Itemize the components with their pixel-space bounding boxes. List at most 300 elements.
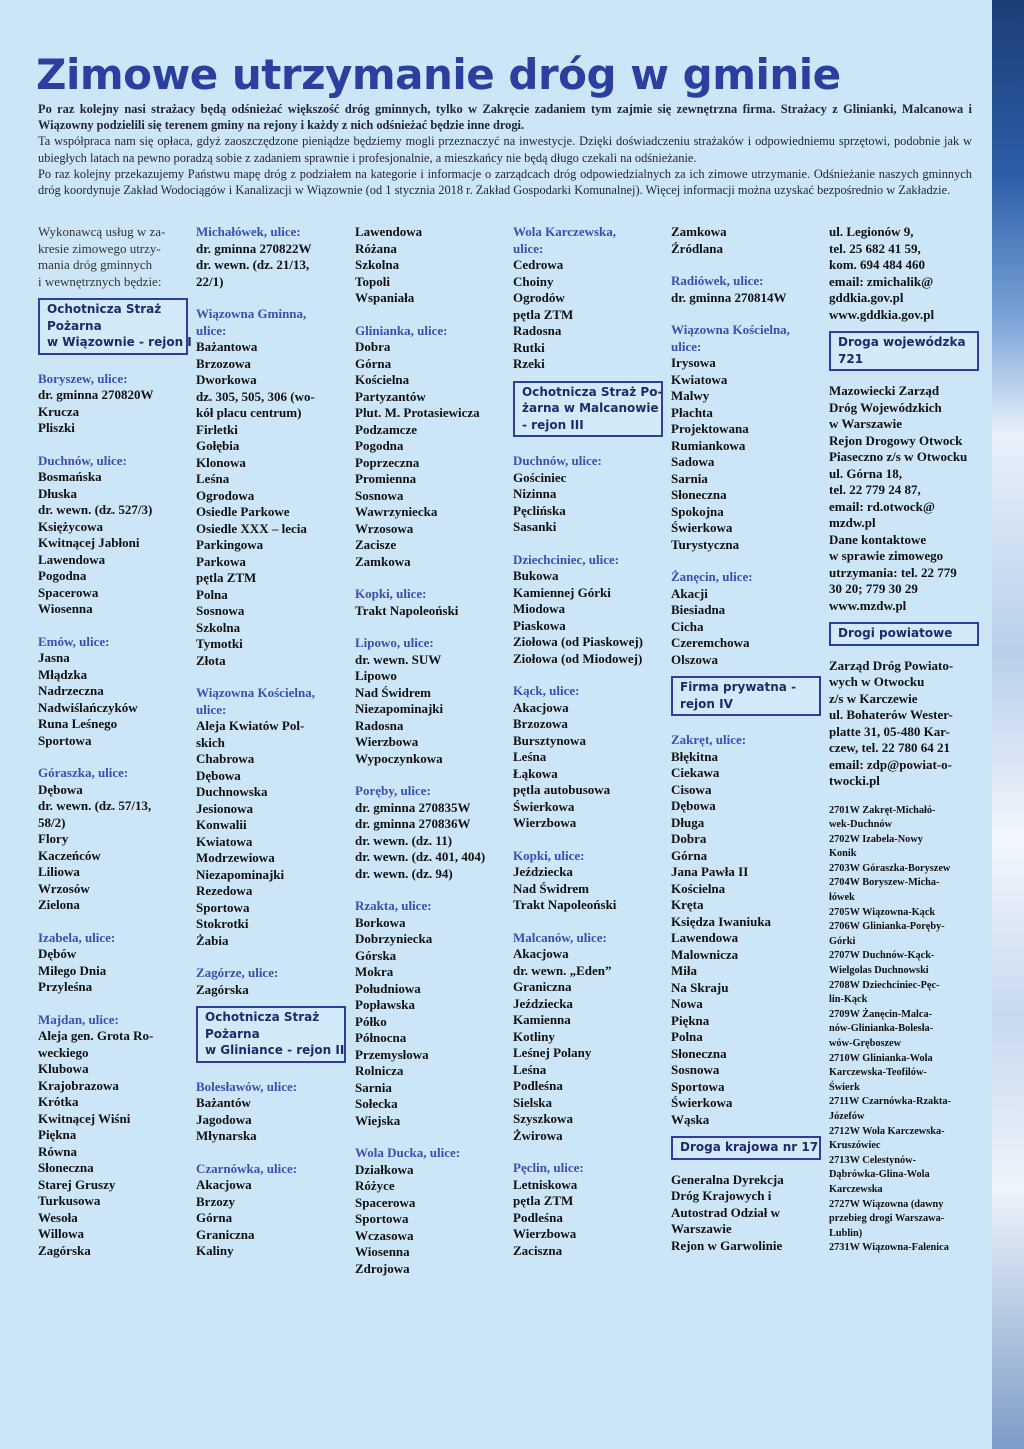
region-box-line: Ochotnicza Straż Po- (522, 384, 663, 399)
street-item: Dobra (355, 339, 391, 354)
region-box (196, 1006, 346, 1063)
street-item: Sasanki (513, 519, 557, 534)
street-item: Choiny (513, 273, 554, 289)
street-item: Willowa (38, 1226, 84, 1241)
intro-line: i wewnętrznych będzie: (38, 273, 162, 289)
street-item: Dębowa (671, 798, 716, 813)
street-item: Rutki (513, 339, 545, 355)
region-box-line: żarna w Malcanowie (522, 401, 659, 415)
street-item: Malwy (671, 388, 710, 403)
street-item: Rejon w Garwolinie (671, 1237, 783, 1253)
street-list (196, 718, 346, 949)
street-item: Podleśna (513, 1078, 563, 1093)
street-item: Firletki (196, 421, 238, 437)
section-heading: Emów, ulice: (38, 633, 110, 649)
street-list (671, 224, 821, 257)
section-heading: Czarnówka, ulice: (196, 1160, 298, 1176)
county-road-item: Lublin) (829, 1227, 863, 1239)
street-item: Runa Leśnego (38, 716, 118, 731)
street-list (38, 469, 188, 618)
street-item: Rzeki (513, 356, 545, 371)
street-item: Przyleśna (38, 979, 93, 994)
street-item: www.mzdw.pl (829, 597, 907, 613)
street-item: Słoneczna (38, 1160, 94, 1175)
street-item: Bosmańska (38, 469, 102, 484)
street-item: platte 31, 05-480 Kar- (829, 723, 950, 739)
street-item: pętla autobusowa (513, 782, 611, 797)
street-item: Flory (38, 831, 69, 846)
street-item: www.gddkia.gov.pl (829, 306, 935, 322)
street-item: pętla ZTM (196, 570, 257, 585)
street-item: Równa (38, 1143, 78, 1159)
street-item: Sarnia (671, 470, 708, 486)
street-item: Ziołowa (od Miodowej) (513, 650, 643, 666)
street-item: Aleja Kwiatów Pol- (196, 718, 305, 733)
street-item: Różyce (355, 1178, 395, 1193)
street-list (196, 241, 346, 291)
street-list (38, 946, 188, 996)
street-item: mzdw.pl (829, 515, 876, 530)
street-item: ul. Legionów 9, (829, 224, 914, 239)
county-road-item: Konik (829, 848, 857, 860)
county-road-item: 2707W Duchnów-Kąck- (829, 950, 935, 962)
street-item: weckiego (38, 1044, 89, 1060)
street-item: Osiedle Parkowe (196, 504, 290, 519)
street-item: Księdza Iwaniuka (671, 913, 772, 929)
county-road-item: przebieg drogi Warszawa- (829, 1213, 945, 1225)
street-item: Akacjowa (513, 699, 569, 715)
street-item: twocki.pl (829, 773, 880, 788)
street-item: pętla ZTM (513, 1193, 574, 1208)
street-item: Klubowa (38, 1061, 89, 1076)
street-list (513, 700, 663, 832)
section-heading: Duchnów, ulice: (513, 453, 602, 468)
street-item: Kaliny (196, 1243, 234, 1258)
street-list (38, 650, 188, 749)
street-list (355, 224, 505, 307)
street-item: Sosnowa (671, 1062, 720, 1077)
street-list (355, 603, 505, 620)
street-item: Dróg Krajowych i (671, 1188, 772, 1203)
street-item: Sielska (513, 1094, 553, 1110)
street-item: Leśna (196, 471, 230, 486)
section-heading: Dziechciniec, ulice: (513, 551, 620, 567)
street-item: Jesionowa (196, 800, 254, 816)
county-road-item: 2712W Wola Karczewska- (829, 1125, 945, 1137)
street-item: dr. gminna 270835W (355, 799, 471, 815)
column-4 (513, 224, 663, 1259)
street-item: Ogrodowa (196, 487, 255, 503)
county-road-item: Karczewska (829, 1183, 883, 1195)
street-item: Akacjowa (196, 1177, 252, 1192)
county-road-item: Józefów (829, 1110, 865, 1122)
county-road-item: 2701W Zakręt-Michałó- (829, 804, 936, 816)
street-item: Liliowa (38, 864, 80, 879)
street-item: Kaczeńców (38, 847, 101, 863)
section-heading: Zakręt, ulice: (671, 732, 747, 747)
street-item: Górna (355, 355, 392, 371)
intro-paragraph-1: Po raz kolejny nasi strażacy będą odśnieżać większość dróg gminnych, tylko w Zakręcie zadaniem tym zajmie się zewnętrzna firma. Strażacy z Glinianki, Malcanowa i Wiązowny podzielili się terenem gminy na rejony i każdy z nich odśnieżać będzie inne drogi. (38, 102, 972, 133)
street-item: Mazowiecki Zarząd (829, 383, 940, 398)
section-heading: Poręby, ulice: (355, 783, 431, 798)
street-item: Nadwiślańczyków (38, 699, 138, 715)
street-item: Bażantowa (196, 339, 258, 354)
street-item: Zamkowa (355, 553, 411, 569)
street-item: Nad Świdrem (513, 880, 589, 896)
street-item: Łąkowa (513, 765, 558, 781)
street-item: Nowa (671, 996, 703, 1011)
street-list (671, 355, 821, 553)
street-item: Cedrowa (513, 257, 564, 272)
street-item: Topoli (355, 273, 390, 289)
county-road-item: Świerk (829, 1081, 860, 1093)
street-item: Źródlana (671, 240, 724, 256)
street-list (38, 387, 188, 437)
street-item: Mokra (355, 964, 394, 979)
street-item: Sosnowa (196, 603, 245, 618)
county-road-item: 2731W Wiązowna-Falenica (829, 1242, 949, 1254)
region-box-line: w Gliniance - rejon II (205, 1043, 345, 1057)
region-box-line: Drogi powiatowe (838, 626, 953, 640)
street-item: Pęclińska (513, 502, 566, 518)
street-item: skich (196, 734, 225, 750)
street-list (829, 383, 979, 614)
street-list (355, 800, 505, 883)
county-road-item: 2709W Żanęcin-Malca- (829, 1008, 933, 1020)
section-heading: Wola Ducka, ulice: (355, 1145, 461, 1160)
street-item: Zielona (38, 897, 80, 912)
street-item: Modrzewiowa (196, 850, 275, 865)
section-heading: Radiówek, ulice: (671, 273, 764, 288)
street-item: Gołębia (196, 438, 240, 453)
street-item: Na Skraju (671, 979, 729, 995)
county-road-item: 2713W Celestynów- (829, 1154, 917, 1166)
section-heading: Majdan, ulice: (38, 1011, 119, 1027)
street-item: Różana (355, 240, 397, 256)
region-box (829, 622, 979, 646)
region-box (829, 331, 979, 371)
street-item: Wąska (671, 1111, 710, 1127)
street-item: Zagórska (196, 981, 249, 997)
street-item: Młądzka (38, 666, 88, 682)
street-list (513, 946, 663, 1144)
street-item: Olszowa (671, 651, 718, 667)
street-item: Dobra (671, 831, 707, 846)
street-item: Szyszkowa (513, 1111, 573, 1126)
street-item: Wczasowa (355, 1227, 414, 1243)
street-item: Zagórska (38, 1242, 91, 1258)
street-item: Miła (671, 963, 697, 978)
street-item: Wierzbowa (513, 1226, 577, 1241)
street-item: Przemysłowa (355, 1046, 429, 1062)
intro-text (38, 101, 972, 198)
street-item: Kotliny (513, 1028, 555, 1044)
street-list (513, 1177, 663, 1260)
street-item: Niezapominajki (196, 866, 285, 882)
street-item: Popławska (355, 997, 415, 1012)
street-item: Duchnowska (196, 784, 268, 799)
street-item: Brzozowa (513, 716, 568, 731)
column-5 (671, 224, 821, 1254)
region-box-line: Droga wojewódzka (838, 335, 966, 349)
street-item: Partyzantów (355, 388, 426, 404)
street-item: ul. Górna 18, (829, 465, 902, 481)
section-heading: Kąck, ulice: (513, 683, 580, 698)
street-item: Złota (196, 652, 226, 668)
street-item: Kościelna (671, 880, 726, 896)
street-item: Południowa (355, 980, 421, 996)
section-heading: Boryszew, ulice: (38, 370, 128, 386)
decorative-snow-edge (992, 0, 1024, 1449)
street-item: dr. wewn. (dz. 401, 404) (355, 849, 486, 864)
street-item: Warszawie (671, 1221, 732, 1236)
street-item: Działkowa (355, 1161, 414, 1177)
street-item: Kamiennej Górki (513, 584, 611, 600)
street-list (355, 339, 505, 570)
street-item: Sadowa (671, 454, 715, 469)
street-list (513, 568, 663, 667)
street-item: Bursztynowa (513, 732, 586, 748)
county-road-item: Górki (829, 935, 856, 947)
street-item: dr. wewn. (dz. 21/13, (196, 257, 310, 272)
street-item: Wrzosów (38, 880, 90, 896)
street-item: Polna (196, 586, 228, 602)
street-item: Klonowa (196, 454, 246, 470)
street-item: utrzymania: tel. 22 779 (829, 564, 957, 580)
street-item: Dane kontaktowe (829, 531, 927, 547)
street-item: dr. wewn. SUW (355, 651, 442, 667)
street-item: Miłego Dnia (38, 962, 107, 978)
street-item: Rezedowa (196, 883, 253, 898)
street-item: 58/2) (38, 814, 66, 830)
street-list (355, 1162, 505, 1278)
section-heading: Malcanów, ulice: (513, 929, 607, 945)
street-item: Płachta (671, 404, 713, 420)
column-6 (829, 224, 979, 1256)
street-item: Wesoła (38, 1209, 78, 1225)
street-item: Kwiatowa (671, 371, 728, 387)
intro-paragraph-3: Po raz kolejny przekazujemy Państwu mapę dróg z podziałem na kategorie i informacje o zarządcach dróg odpowiedzialnych za ich zimowe utrzymanie. Odśnieżanie naszych gminnych dróg koordynuje Zakład Wodociągów i Kanalizacji w Wiązownie (od 1 stycznia 2018 r. Zakład Gospodarki Komunalnej). Więcej informacji można uzyskać bezpośrednio w Zakładzie. (38, 166, 972, 198)
street-item: Wspaniała (355, 290, 415, 305)
page-title: Zimowe utrzymanie dróg w gminie (36, 50, 841, 99)
street-item: Polna (671, 1029, 703, 1044)
region-box-line: 721 (838, 351, 864, 366)
street-item: Sportowa (196, 899, 250, 915)
street-item: Kamienna (513, 1012, 571, 1027)
street-item: Chabrowa (196, 751, 255, 766)
street-item: Akacjowa (513, 946, 569, 961)
region-box-line: Pożarna (205, 1026, 260, 1041)
street-item: Świerkowa (671, 520, 733, 535)
street-item: Krótka (38, 1094, 79, 1109)
section-heading: Glinianka, ulice: (355, 322, 448, 338)
region-box-line: Firma prywatna - (680, 680, 797, 694)
street-item: Wierzbowa (355, 734, 419, 749)
street-item: Graniczna (196, 1226, 255, 1242)
section-heading: Żanęcin, ulice: (671, 569, 753, 584)
street-item: Podzamcze (355, 421, 418, 437)
street-list (513, 864, 663, 914)
county-road-item: nów-Glinianka-Bolesła- (829, 1023, 934, 1035)
street-item: tel. 22 779 24 87, (829, 482, 921, 497)
street-item: Starej Gruszy (38, 1176, 116, 1192)
street-item: Piękna (671, 1012, 710, 1028)
street-item: Szkolna (196, 619, 241, 635)
street-item: Cisowa (671, 781, 712, 797)
street-item: Wierzbowa (513, 815, 577, 830)
street-item: Świerkowa (513, 798, 575, 814)
street-item: Kwiatowa (196, 833, 253, 849)
section-heading: ulice: (513, 240, 544, 256)
street-item: Jeździecka (513, 995, 573, 1011)
street-item: Biesiadna (671, 602, 726, 617)
street-item: Wiosenna (355, 1244, 410, 1259)
street-item: Jeździecka (513, 864, 573, 879)
street-item: kom. 694 484 460 (829, 257, 926, 272)
street-item: Rumiankowa (671, 437, 746, 453)
street-item: Błękitna (671, 748, 718, 764)
section-heading: Wiązowna Gminna, (196, 306, 307, 321)
street-item: Jasna (38, 650, 70, 665)
street-item: Cicha (671, 618, 704, 634)
street-list (355, 652, 505, 768)
street-item: Pogodna (38, 568, 87, 583)
street-item: email: zdp@powiat-o- (829, 756, 952, 772)
street-list (513, 257, 663, 373)
street-item: Księżycowa (38, 518, 103, 534)
section-heading: Bolesławów, ulice: (196, 1078, 298, 1094)
street-item: Malownicza (671, 946, 739, 962)
street-item: Osiedle XXX – lecia (196, 520, 307, 536)
county-road-item: 2705W Wiązowna-Kąck (829, 906, 936, 918)
street-list (829, 658, 979, 790)
street-list (38, 1028, 188, 1259)
region-box (38, 298, 192, 355)
street-list (671, 1172, 821, 1255)
street-item: Rolnicza (355, 1063, 404, 1078)
street-item: Spacerowa (355, 1194, 416, 1210)
contractor-intro (38, 224, 188, 290)
section-heading: Kopki, ulice: (513, 847, 585, 863)
street-item: Zaciszna (513, 1242, 563, 1258)
county-road-item: Dąbrówka-Glina-Wola (829, 1169, 930, 1181)
street-item: Kwitnącej Wiśni (38, 1110, 131, 1126)
street-item: wych w Otwocku (829, 674, 925, 689)
street-item: Wiejska (355, 1112, 401, 1128)
street-item: Leśna (513, 1061, 547, 1077)
street-item: ul. Bohaterów Wester- (829, 707, 953, 722)
street-item: Dróg Wojewódzkich (829, 399, 942, 415)
street-item: dr. wewn. „Eden” (513, 962, 612, 978)
street-item: Spokojna (671, 503, 724, 519)
street-item: Rejon Drogowy Otwock (829, 432, 963, 448)
street-item: Sołecka (355, 1096, 398, 1111)
county-road-item: 2727W Wiązowna (dawny (829, 1198, 944, 1210)
street-item: pętla ZTM (513, 306, 574, 322)
street-item: Turystyczna (671, 536, 740, 552)
street-item: Zacisze (355, 537, 397, 552)
county-road-item: wek-Duchnów (829, 819, 892, 831)
street-item: Dębów (38, 946, 77, 961)
street-item: Dobrzyniecka (355, 931, 433, 946)
street-item: Podleśna (513, 1209, 563, 1225)
street-item: Długa (671, 814, 705, 830)
street-item: Poprzeczna (355, 454, 420, 470)
street-item: Miodowa (513, 601, 565, 616)
street-item: Górska (355, 947, 397, 963)
street-item: Radosna (355, 717, 404, 733)
street-list (196, 339, 346, 669)
street-list (196, 1177, 346, 1260)
region-box (513, 381, 663, 438)
county-road-item: 2702W Izabela-Nowy (829, 833, 923, 845)
county-road-item: Karczewska-Teofilów- (829, 1067, 927, 1079)
street-list (38, 782, 188, 914)
street-item: dr. wewn. (dz. 94) (355, 865, 453, 881)
section-heading: Zagórze, ulice: (196, 965, 279, 980)
street-item: Słoneczna (671, 1045, 727, 1061)
street-item: Trakt Napoleoński (513, 897, 617, 912)
street-item: Szkolna (355, 257, 400, 272)
street-item: Nizinna (513, 486, 557, 501)
region-box-line: Pożarna (47, 318, 102, 333)
county-road-item: 2704W Boryszew-Micha- (829, 877, 940, 889)
street-item: w Warszawie (829, 416, 903, 431)
street-item: Półko (355, 1013, 387, 1029)
street-item: Dworkowa (196, 372, 257, 387)
street-item: Krajobrazowa (38, 1077, 119, 1093)
region-box-line: Ochotnicza Straż (205, 1010, 320, 1024)
street-list (671, 749, 821, 1129)
street-item: Promienna (355, 471, 417, 486)
region-box-line: Droga krajowa nr 17 (680, 1140, 819, 1154)
county-road-item: łówek (829, 892, 855, 904)
street-item: Gościniec (513, 469, 567, 485)
street-item: Zarząd Dróg Powiato- (829, 657, 954, 673)
county-road-item: 2708W Dziechciniec-Pęc- (829, 979, 940, 991)
street-item: Bażantów (196, 1095, 251, 1110)
street-item: Letniskowa (513, 1176, 578, 1192)
street-item: Wypoczynkowa (355, 750, 443, 766)
county-road-item: 2710W Glinianka-Wola (829, 1052, 933, 1064)
street-item: Północna (355, 1030, 407, 1045)
street-item: Krucza (38, 403, 80, 419)
street-item: Aleja gen. Grota Ro- (38, 1028, 154, 1043)
street-item: Jagodowa (196, 1111, 252, 1127)
intro-line: Wykonawcą usług w za- (38, 224, 166, 239)
street-item: czew, tel. 22 780 64 21 (829, 740, 950, 755)
street-item: Graniczna (513, 979, 572, 994)
street-list (671, 586, 821, 669)
county-road-item: 2711W Czarnówka-Rzakta- (829, 1096, 951, 1108)
column-2 (196, 224, 346, 1260)
section-heading: Lipowo, ulice: (355, 635, 434, 650)
street-item: dr. gminna 270814W (671, 289, 787, 305)
street-item: Parkowa (196, 553, 246, 569)
street-item: Słoneczna (671, 487, 727, 502)
street-item: Pliszki (38, 420, 75, 435)
street-item: Wrzosowa (355, 520, 414, 536)
street-item: 22/1) (196, 273, 224, 289)
street-item: Plut. M. Protasiewicza (355, 405, 480, 420)
street-item: email: rd.otwock@ (829, 498, 935, 514)
street-item: Zdrojowa (355, 1260, 410, 1276)
section-heading: Wiązowna Kościelna, (196, 685, 315, 700)
street-item: Stokrotki (196, 916, 249, 931)
street-item: Młynarska (196, 1128, 257, 1143)
section-heading: Góraszka, ulice: (38, 765, 129, 780)
street-item: Autostrad Odział w (671, 1204, 781, 1220)
